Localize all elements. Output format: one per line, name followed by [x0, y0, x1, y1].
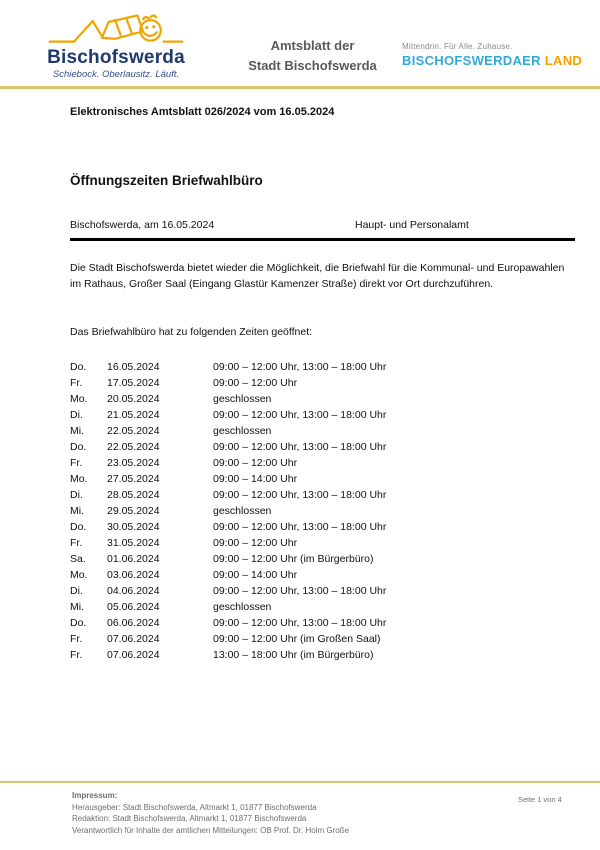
impressum-title: Impressum:: [72, 791, 118, 800]
schedule-date: 01.06.2024: [107, 553, 160, 565]
schedule-day: Fr.: [70, 649, 83, 661]
schedule-day: Sa.: [70, 553, 86, 565]
schedule-day: Do.: [70, 521, 87, 533]
schedule-time: 09:00 – 12:00 Uhr (im Großen Saal): [213, 633, 381, 645]
brand-name-blue: BISCHOFSWERDAER: [402, 53, 541, 68]
schedule-date: 27.05.2024: [107, 473, 160, 485]
schedule-time: 09:00 – 14:00 Uhr: [213, 473, 298, 485]
schedule-day: Mi.: [70, 505, 84, 517]
schedule-day: Fr.: [70, 377, 83, 389]
schedule-day: Mo.: [70, 569, 88, 581]
schedule-day: Fr.: [70, 537, 83, 549]
schedule-row: [70, 583, 578, 599]
schedule-row: [70, 535, 578, 551]
schedule-date: 23.05.2024: [107, 457, 160, 469]
schedule-date: 07.06.2024: [107, 649, 160, 661]
brand-name-orange: LAND: [544, 53, 583, 68]
masthead-title-line1: Amtsblatt der: [270, 38, 355, 53]
dateline-department: Haupt- und Personalamt: [355, 219, 469, 231]
schedule-row: [70, 407, 578, 423]
schedule-time: 09:00 – 12:00 Uhr, 13:00 – 18:00 Uhr: [213, 409, 387, 421]
schedule-time: 09:00 – 12:00 Uhr (im Bürgerbüro): [213, 553, 374, 565]
schedule-time: 13:00 – 18:00 Uhr (im Bürgerbüro): [213, 649, 374, 661]
schedule-row: [70, 519, 578, 535]
schedule-day: Do.: [70, 361, 87, 373]
schedule-row: [70, 551, 578, 567]
schedule-day: Mo.: [70, 393, 88, 405]
schedule-time: geschlossen: [213, 601, 272, 613]
schedule-date: 31.05.2024: [107, 537, 160, 549]
schedule-time: geschlossen: [213, 393, 272, 405]
schedule-time: 09:00 – 12:00 Uhr: [213, 537, 298, 549]
schedule-row: [70, 503, 578, 519]
header-divider-rule: [0, 86, 600, 89]
dateline-place-date: Bischofswerda, am 16.05.2024: [70, 219, 215, 231]
schedule-date: 17.05.2024: [107, 377, 160, 389]
schedule-day: Di.: [70, 409, 83, 421]
schedule-table: [70, 359, 578, 663]
gazette-issue-line: Elektronisches Amtsblatt 026/2024 vom 16.05.2024: [70, 106, 335, 118]
schedule-time: 09:00 – 12:00 Uhr, 13:00 – 18:00 Uhr: [213, 585, 387, 597]
schedule-date: 30.05.2024: [107, 521, 160, 533]
impressum-line-editor: Redaktion: Stadt Bischofswerda, Altmarkt 1, 01877 Bischofswerda: [72, 814, 307, 823]
region-brand: [402, 42, 587, 68]
schedule-day: Do.: [70, 617, 87, 629]
schedule-row: [70, 647, 578, 663]
schedule-day: Do.: [70, 441, 87, 453]
schedule-date: 20.05.2024: [107, 393, 160, 405]
schedule-day: Mi.: [70, 601, 84, 613]
schedule-time: 09:00 – 12:00 Uhr: [213, 377, 298, 389]
schedule-time: 09:00 – 12:00 Uhr, 13:00 – 18:00 Uhr: [213, 361, 387, 373]
schedule-date: 22.05.2024: [107, 425, 160, 437]
schedule-day: Di.: [70, 489, 83, 501]
schedule-date: 22.05.2024: [107, 441, 160, 453]
schedule-time: 09:00 – 12:00 Uhr, 13:00 – 18:00 Uhr: [213, 521, 387, 533]
article-paragraph: Die Stadt Bischofswerda bietet wieder die Möglichkeit, die Briefwahl für die Kommunal- und Europawahlen im Rathaus, Großer Saal (Eingang Glastür Kamenzer Straße) direkt vor Ort durchzuführen.: [70, 262, 565, 290]
schedule-row: [70, 359, 578, 375]
schedule-time: 09:00 – 12:00 Uhr, 13:00 – 18:00 Uhr: [213, 441, 387, 453]
schedule-row: [70, 599, 578, 615]
schedule-day: Mi.: [70, 425, 84, 437]
schedule-date: 06.06.2024: [107, 617, 160, 629]
schedule-date: 16.05.2024: [107, 361, 160, 373]
schedule-time: 09:00 – 12:00 Uhr, 13:00 – 18:00 Uhr: [213, 617, 387, 629]
schedule-date: 21.05.2024: [107, 409, 160, 421]
schedule-day: Fr.: [70, 457, 83, 469]
masthead-title-line2: Stadt Bischofswerda: [248, 58, 377, 73]
logo-city-name: Bischofswerda: [47, 47, 185, 68]
schedule-time: geschlossen: [213, 425, 272, 437]
schedule-date: 03.06.2024: [107, 569, 160, 581]
schedule-row: [70, 631, 578, 647]
region-slogan: Mittendrin. Für Alle. Zuhause.: [402, 42, 513, 51]
schedule-time: 09:00 – 12:00 Uhr, 13:00 – 18:00 Uhr: [213, 489, 387, 501]
impressum: [72, 790, 472, 836]
logo-tagline: Schiebock. Oberlausitz. Läuft.: [52, 69, 180, 80]
schedule-date: 29.05.2024: [107, 505, 160, 517]
city-logo: [42, 8, 190, 81]
schedule-row: [70, 487, 578, 503]
schedule-row: [70, 391, 578, 407]
schedule-row: [70, 615, 578, 631]
schedule-date: 07.06.2024: [107, 633, 160, 645]
schedule-time: geschlossen: [213, 505, 272, 517]
schedule-time: 09:00 – 12:00 Uhr: [213, 457, 298, 469]
impressum-line-responsible: Verantwortlich für Inhalte der amtlichen Mitteilungen: OB Prof. Dr. Holm Große: [72, 825, 350, 835]
impressum-line-publisher: Herausgeber: Stadt Bischofswerda, Altmarkt 1, 01877 Bischofswerda: [72, 802, 317, 812]
schedule-row: [70, 567, 578, 583]
schedule-date: 28.05.2024: [107, 489, 160, 501]
schedule-row: [70, 439, 578, 455]
schedule-row: [70, 455, 578, 471]
schedule-intro: Das Briefwahlbüro hat zu folgenden Zeiten geöffnet:: [70, 326, 313, 338]
schedule-day: Fr.: [70, 633, 83, 645]
page-number: Seite 1 von 4: [518, 795, 562, 804]
region-brand-name: [402, 53, 587, 68]
schedule-date: 04.06.2024: [107, 585, 160, 597]
schedule-row: [70, 375, 578, 391]
schedule-row: [70, 471, 578, 487]
article-title: Öffnungszeiten Briefwahlbüro: [70, 173, 263, 188]
lying-figure-logo-icon: [46, 8, 186, 50]
footer-divider-rule: [0, 781, 600, 783]
masthead-title: [210, 36, 415, 76]
schedule-day: Mo.: [70, 473, 88, 485]
schedule-date: 05.06.2024: [107, 601, 160, 613]
schedule-time: 09:00 – 14:00 Uhr: [213, 569, 298, 581]
page-header: [0, 0, 600, 86]
schedule-row: [70, 423, 578, 439]
article-divider-rule: [70, 238, 575, 241]
schedule-day: Di.: [70, 585, 83, 597]
